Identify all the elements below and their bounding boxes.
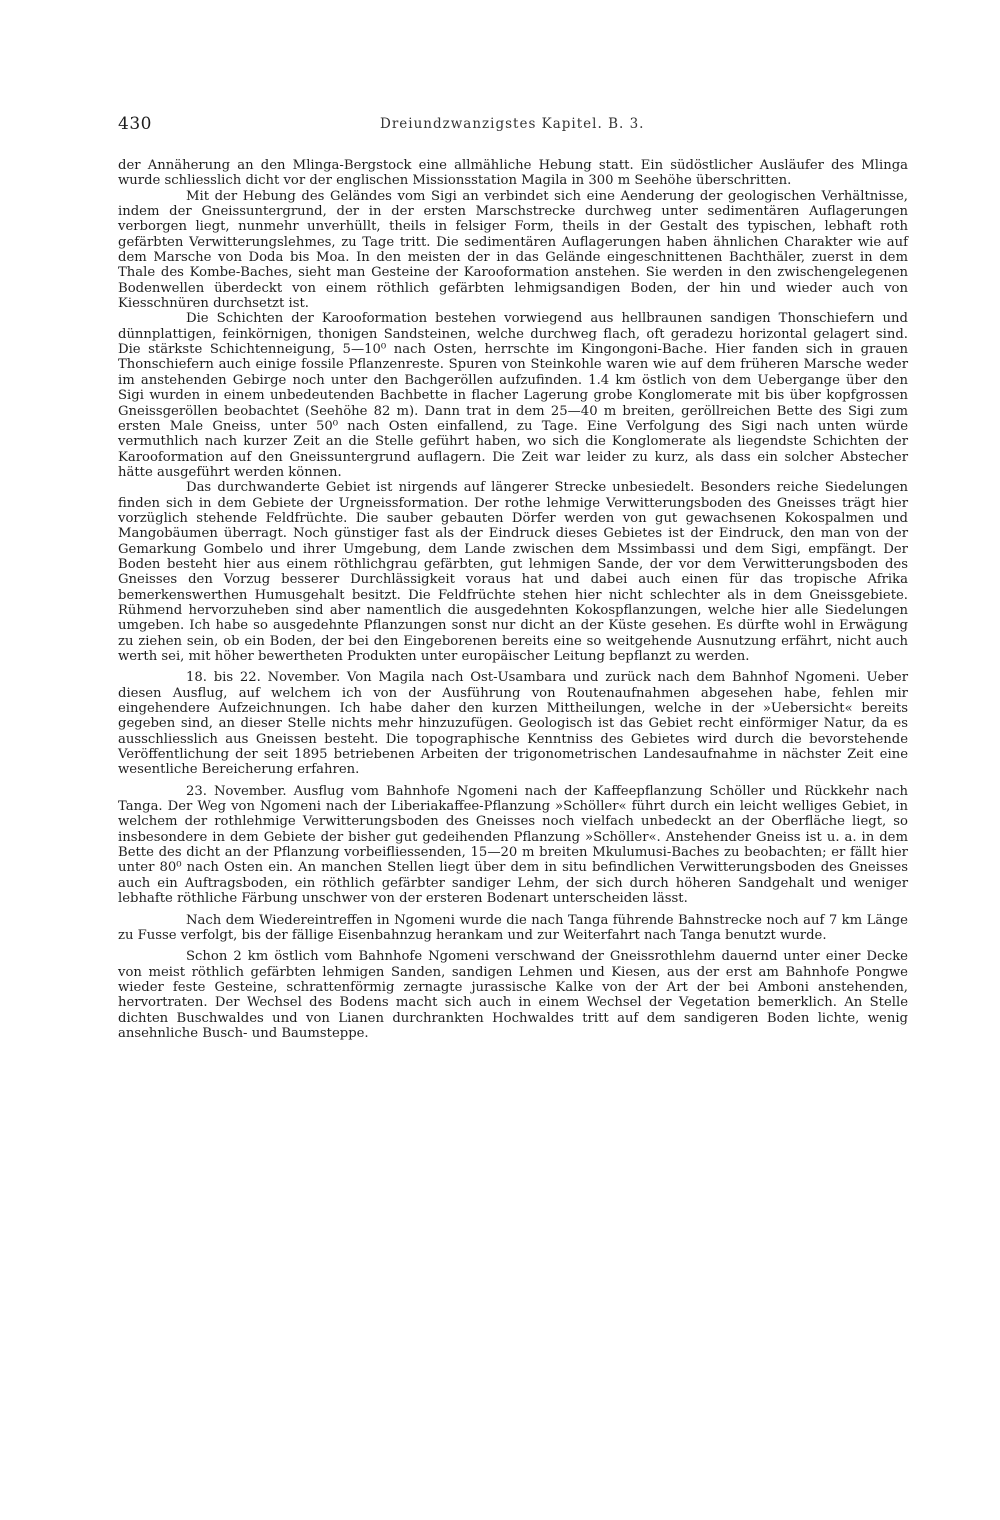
page-header (118, 114, 906, 136)
page-number: 430 (118, 114, 152, 134)
paragraph: Das durchwanderte Gebiet ist nirgends auf längerer Strecke unbesiedelt. Besonders reiche Siedelungen finden sich in dem Gebiete der Urgneissformation. Der rothe lehmige Verwitterungsboden des Gneisses trägt hier vorzüglich stehende Feldfrüchte. Die sauber gebauten Dörfer werden von gut gewachsenen Kokospalmen und Mangobäumen überragt. Noch günstiger fast als der Eindruck dieses Gebietes ist der Eindruck, den man von der Gemarkung Gombelo und ihrer Umgebung, dem Lande zwischen dem Mssimbassi und dem Sigi, empfängt. Der Boden besteht hier aus einem röthlichgrau gefärbten, gut lehmigen Sande, der vor dem Verwitterungsboden des Gneisses den Vorzug besserer Durchlässigkeit voraus hat und dabei auch einen für das tropische Afrika bemerkenswerthen Humusgehalt besitzt. Die Feldfrüchte stehen hier nicht schlechter als in dem Gneissgebiete. Rühmend hervorzuheben sind aber namentlich die ausgedehnten Kokospflanzungen, welche hier alle Siedelungen umgeben. Ich habe so ausgedehnte Pflanzungen sonst nur dicht an der Küste gesehen. Es dürfte wohl in Erwägung zu ziehen sein, ob ein Boden, der bei den Eingeborenen bereits eine so weitgehende Ausnutzung erfährt, nicht auch werth sei, mit höher bewertheten Produkten unter europäischer Leitung bepflanzt zu werden. (118, 480, 908, 664)
paragraph: Mit der Hebung des Geländes vom Sigi an verbindet sich eine Aenderung der geologischen Verhältnisse, indem der Gneissuntergrund, der in der ersten Marschstrecke durchweg unter sedimentären Auflagerungen verborgen liegt, nunmehr unverhüllt, theils in felsiger Form, theils in der Gestalt des typischen, lebhaft roth gefärbten Verwitterungslehmes, zu Tage tritt. Die sedimentären Auflagerungen haben ähnlichen Charakter wie auf dem Marsche von Doda bis Moa. In den meisten der in das Gelände eingeschnittenen Bachthäler, zuerst in dem Thale des Kombe-Baches, sieht man Gesteine der Karooformation anstehen. Sie werden in den zwischengelegenen Bodenwellen überdeckt von einem röthlich gefärbten lehmigsandigen Boden, der hin und wieder auch von Kiesschnüren durchsetzt ist. (118, 188, 908, 312)
paragraph: 18. bis 22. November. Von Magila nach Ost-Usambara und zurück nach dem Bahnhof Ngomeni. Ueber diesen Ausflug, auf welchem ich von der Ausführung von Routenaufnahmen abgesehen habe, fehlen mir eingehendere Aufzeichnungen. Ich habe daher den kurzen Mittheilungen, welche in der »Uebersicht« bereits gegeben sind, an dieser Stelle nichts mehr hinzuzufügen. Geologisch ist das Gebiet recht einförmiger Natur, da es ausschliesslich aus Gneissen besteht. Die topographische Kenntniss des Gebietes wird durch die bevorstehende Veröffentlichung der seit 1895 betriebenen Arbeiten der trigonometrischen Landesaufnahme in nächster Zeit eine wesentliche Bereicherung erfahren. (118, 670, 908, 778)
paragraph: Schon 2 km östlich vom Bahnhofe Ngomeni verschwand der Gneissrothlehm dauernd unter einer Decke von meist röthlich gefärbten lehmigen Sanden, sandigen Lehmen und Kiesen, aus der erst am Bahnhofe Pongwe wieder feste Gesteine, schrattenförmig zernagte jurassische Kalke von der Art der bei Amboni anstehenden, hervortraten. Der Wechsel des Bodens macht sich auch in einem Wechsel der Vegetation bemerklich. An Stelle dichten Buschwaldes und von Lianen durchrankten Hochwaldes tritt auf dem sandigeren Boden lichte, wenig ansehnliche Busch- und Baumsteppe. (118, 949, 908, 1041)
paragraph: der Annäherung an den Mlinga-Bergstock eine allmähliche Hebung statt. Ein südöstlicher Ausläufer des Mlinga wurde schliesslich dicht vor der englischen Missionsstation Magila in 300 m Seehöhe überschritten. (118, 158, 908, 189)
paragraph: Die Schichten der Karooformation bestehen vorwiegend aus hellbraunen sandigen Thonschiefern und dünnplattigen, feinkörnigen, thonigen Sandsteinen, welche durchweg flach, oft geradezu horizontal gelagert sind. Die stärkste Schichtenneigung, 5—10⁰ nach Osten, herrschte im Kingongoni-Bache. Hier fanden sich in grauen Thonschiefern auch einige fossile Pflanzenreste. Spuren von Steinkohle waren wie auf dem früheren Marsche weder im anstehenden Gebirge noch unter den Bachgeröllen aufzufinden. 1.4 km östlich von dem Uebergange über den Sigi wurden in einem unbedeutenden Bachbette in flacher Lagerung grobe Konglomerate mit bis über kopfgrossen Gneissgeröllen beobachtet (Seehöhe 82 m). Dann trat in dem 25—40 m breiten, geröllreichen Bette des Sigi zum ersten Male Gneiss, unter 50⁰ nach Osten einfallend, zu Tage. Eine Verfolgung des Sigi nach unten würde vermuthlich nach kurzer Zeit an die Stelle geführt haben, wo sich die Konglomerate als liegendste Schichten der Karooformation auf den Gneissuntergrund auflagern. Die Zeit war leider zu kurz, als dass ein solcher Abstecher hätte ausgeführt werden können. (118, 311, 908, 480)
body-text (118, 158, 908, 1041)
running-head: Dreiundzwanzigstes Kapitel. B. 3. (380, 116, 645, 132)
paragraph: Nach dem Wiedereintreffen in Ngomeni wurde die nach Tanga führende Bahnstrecke noch auf 7 km Länge zu Fusse verfolgt, bis der fällige Eisenbahnzug herankam und zur Weiterfahrt nach Tanga benutzt wurde. (118, 912, 908, 943)
paragraph: 23. November. Ausflug vom Bahnhofe Ngomeni nach der Kaffeepflanzung Schöller und Rückkehr nach Tanga. Der Weg von Ngomeni nach der Liberiakaffee-Pflanzung »Schöller« führt durch ein leicht welliges Gebiet, in welchem der rothlehmige Verwitterungsboden des Gneisses noch vielfach unbedeckt an der Oberfläche liegt, so insbesondere in dem Gebiete der bisher gut gedeihenden Pflanzung »Schöller«. Anstehender Gneiss ist u. a. in dem Bette des dicht an der Pflanzung vorbeifliessenden, 15—20 m breiten Mkulumusi-Baches zu beobachten; er fällt hier unter 80⁰ nach Osten ein. An manchen Stellen liegt über dem in situ befindlichen Verwitterungsboden des Gneisses auch ein Auftragsboden, ein röthlich gefärbter sandiger Lehm, der sich durch höheren Sandgehalt und weniger lebhafte röthliche Färbung unschwer von der ersteren Bodenart unterscheiden lässt. (118, 783, 908, 907)
